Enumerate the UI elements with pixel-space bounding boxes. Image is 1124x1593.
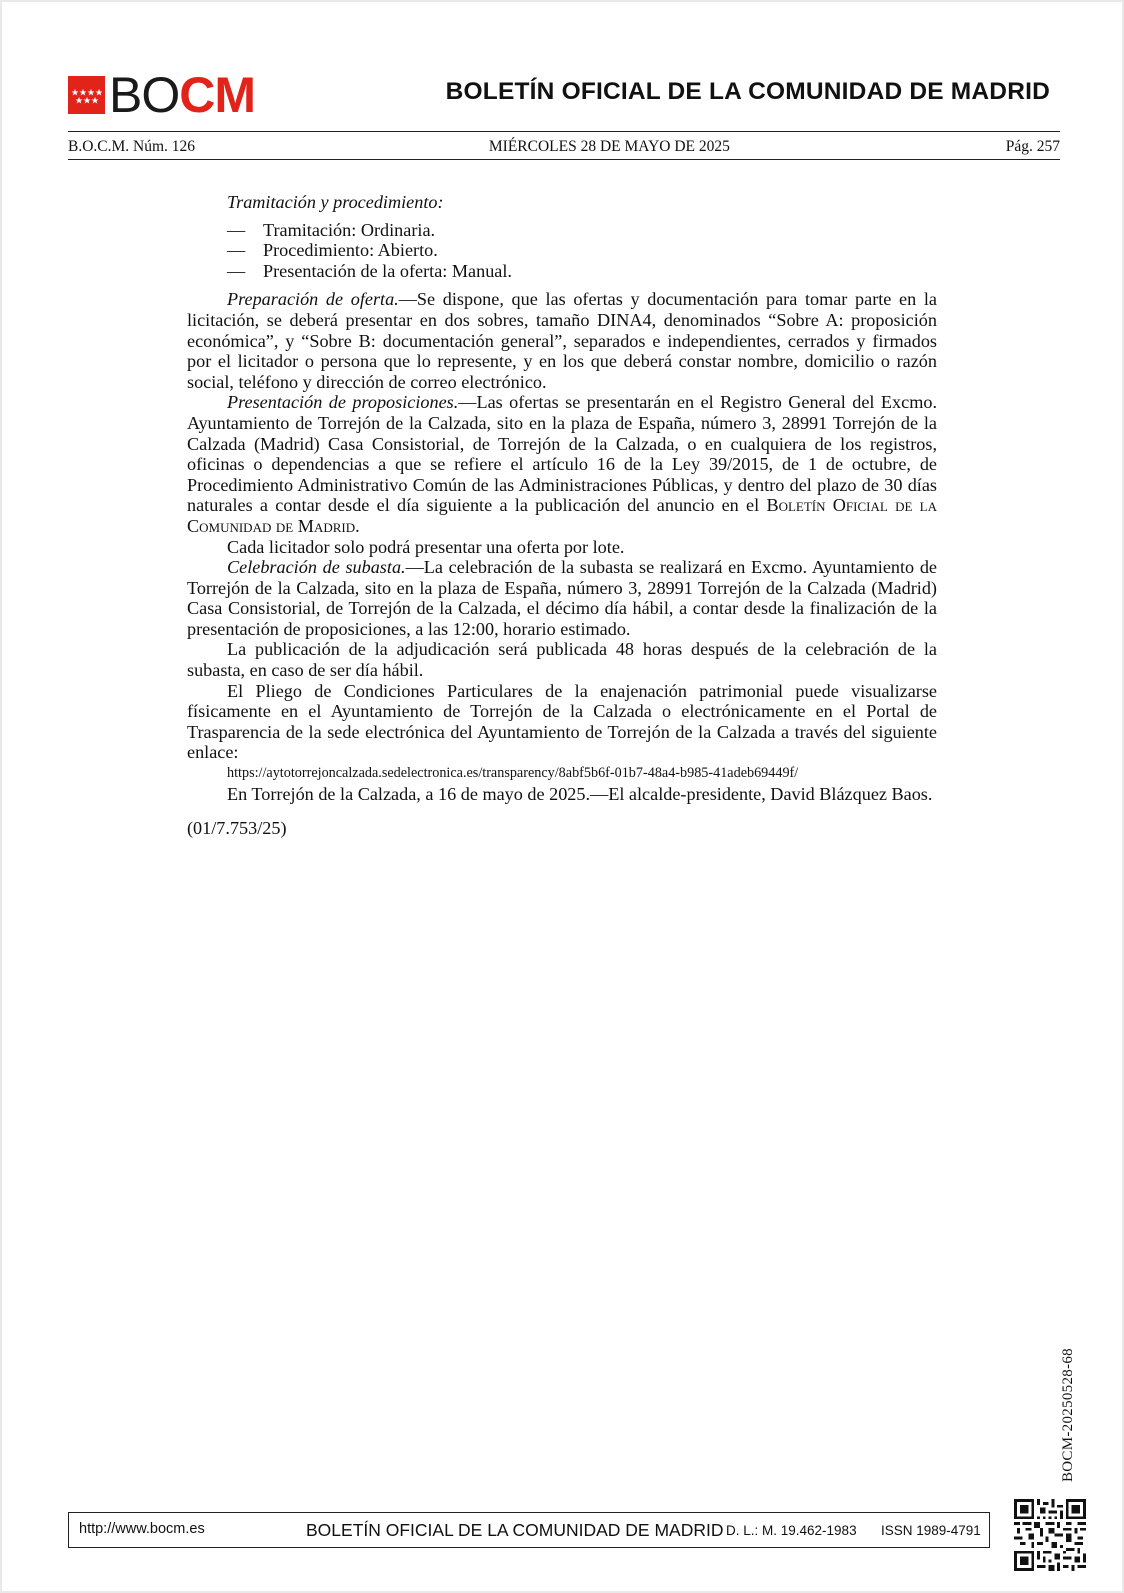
list-item: — Tramitación: Ordinaria. <box>227 219 436 240</box>
footer-website-link[interactable]: http://www.bocm.es <box>79 1521 205 1537</box>
madrid-flag-icon <box>68 76 105 114</box>
list-item: — Presentación de la oferta: Manual. <box>227 260 512 281</box>
paragraph-pliego: El Pliego de Condiciones Particulares de la enajenación patrimonial puede visualizarse físicamente en el Ayuntamiento de Torrejón de la Calzada o electrónicamente en el Portal de Trasparencia de la sede electrónica del Ayuntamiento de Torrejón de la Calzada a través del siguiente enlace: <box>187 680 937 763</box>
header-rule-top <box>68 131 1060 132</box>
issn: ISSN 1989-4791 <box>881 1523 981 1538</box>
list-item: — Procedimiento: Abierto. <box>227 240 438 261</box>
logo-wordmark: BOCM <box>109 67 256 123</box>
issue-meta <box>68 138 1060 156</box>
bulletin-title: BOLETÍN OFICIAL DE LA COMUNIDAD DE MADRID <box>445 78 1050 105</box>
announcement-body <box>187 192 937 839</box>
footer <box>68 1512 990 1548</box>
paragraph-presentacion: Presentación de proposiciones.—Las ofertas se presentarán en el Registro General del Excmo. Ayuntamiento de Torrejón de la Calzada, sito en la plaza de España, número 3, 28991 Torrejón de la Calzada (Madrid) Casa Consistorial, de Torrejón de la Calzada, o en cualquiera de los registros, oficinas o dependencias a que se refiere el artículo 16 de la Ley 39/2015, de 1 de octubre, de Procedimiento Administrativo Común de las Administraciones Públicas, y dentro del plazo de 30 días naturales a contar desde el día siguiente a la publicación del anuncio en el Boletín Oficial de la Comunidad de Madrid. <box>187 392 937 536</box>
paragraph-cada-licitador: Cada licitador solo podrá presentar una oferta por lote. <box>227 536 625 557</box>
legal-deposit: D. L.: M. 19.462-1983 <box>726 1523 857 1538</box>
document-id-vertical: BOCM-20250528-68 <box>1060 1348 1076 1482</box>
paragraph-publicacion: La publicación de la adjudicación será publicada 48 horas después de la celebración de la subasta, en caso de ser día hábil. <box>187 639 937 681</box>
section-heading: Tramitación y procedimiento: <box>227 192 444 212</box>
reference-code: (01/7.753/25) <box>187 818 287 839</box>
pliego-link[interactable]: https://aytotorrejoncalzada.sedelectronica.es/transparency/8abf5b6f-01b7-48a4-b985-41adeb69449f/ <box>227 765 799 782</box>
page-sheet <box>2 2 1122 1591</box>
footer-title: BOLETÍN OFICIAL DE LA COMUNIDAD DE MADRID <box>306 1520 724 1540</box>
paragraph-preparacion: Preparación de oferta.—Se dispone, que las ofertas y documentación para tomar parte en la licitación, se deberá presentar en dos sobres, tamaño DINA4, denominados “Sobre A: proposición económica”, y “Sobre B: documentación general”, separados e independientes, cerrados y firmados por el licitador o persona que lo represente, y en los que deberá constar nombre, domicilio o razón social, teléfono y dirección de correo electrónico. <box>187 289 937 392</box>
paragraph-firma: En Torrejón de la Calzada, a 16 de mayo de 2025.—El alcalde-presidente, David Blázquez Baos. <box>227 783 933 804</box>
paragraph-celebracion: Celebración de subasta.—La celebración de la subasta se realizará en Excmo. Ayuntamiento de Torrejón de la Calzada, sito en la plaza de España, número 3, 28991 Torrejón de la Calzada (Madrid) Casa Consistorial, de Torrejón de la Calzada, el décimo día hábil, a contar desde la finalización de la presentación de proposiciones, a las 12:00, horario estimado. <box>187 557 937 639</box>
qr-code-icon <box>1014 1499 1086 1571</box>
page-number: Pág. 257 <box>1005 138 1060 155</box>
header-rule-bottom <box>68 159 1060 160</box>
bocm-logo <box>68 67 256 123</box>
issue-number: B.O.C.M. Núm. 126 <box>68 138 196 155</box>
issue-date: MIÉRCOLES 28 DE MAYO DE 2025 <box>488 138 730 155</box>
